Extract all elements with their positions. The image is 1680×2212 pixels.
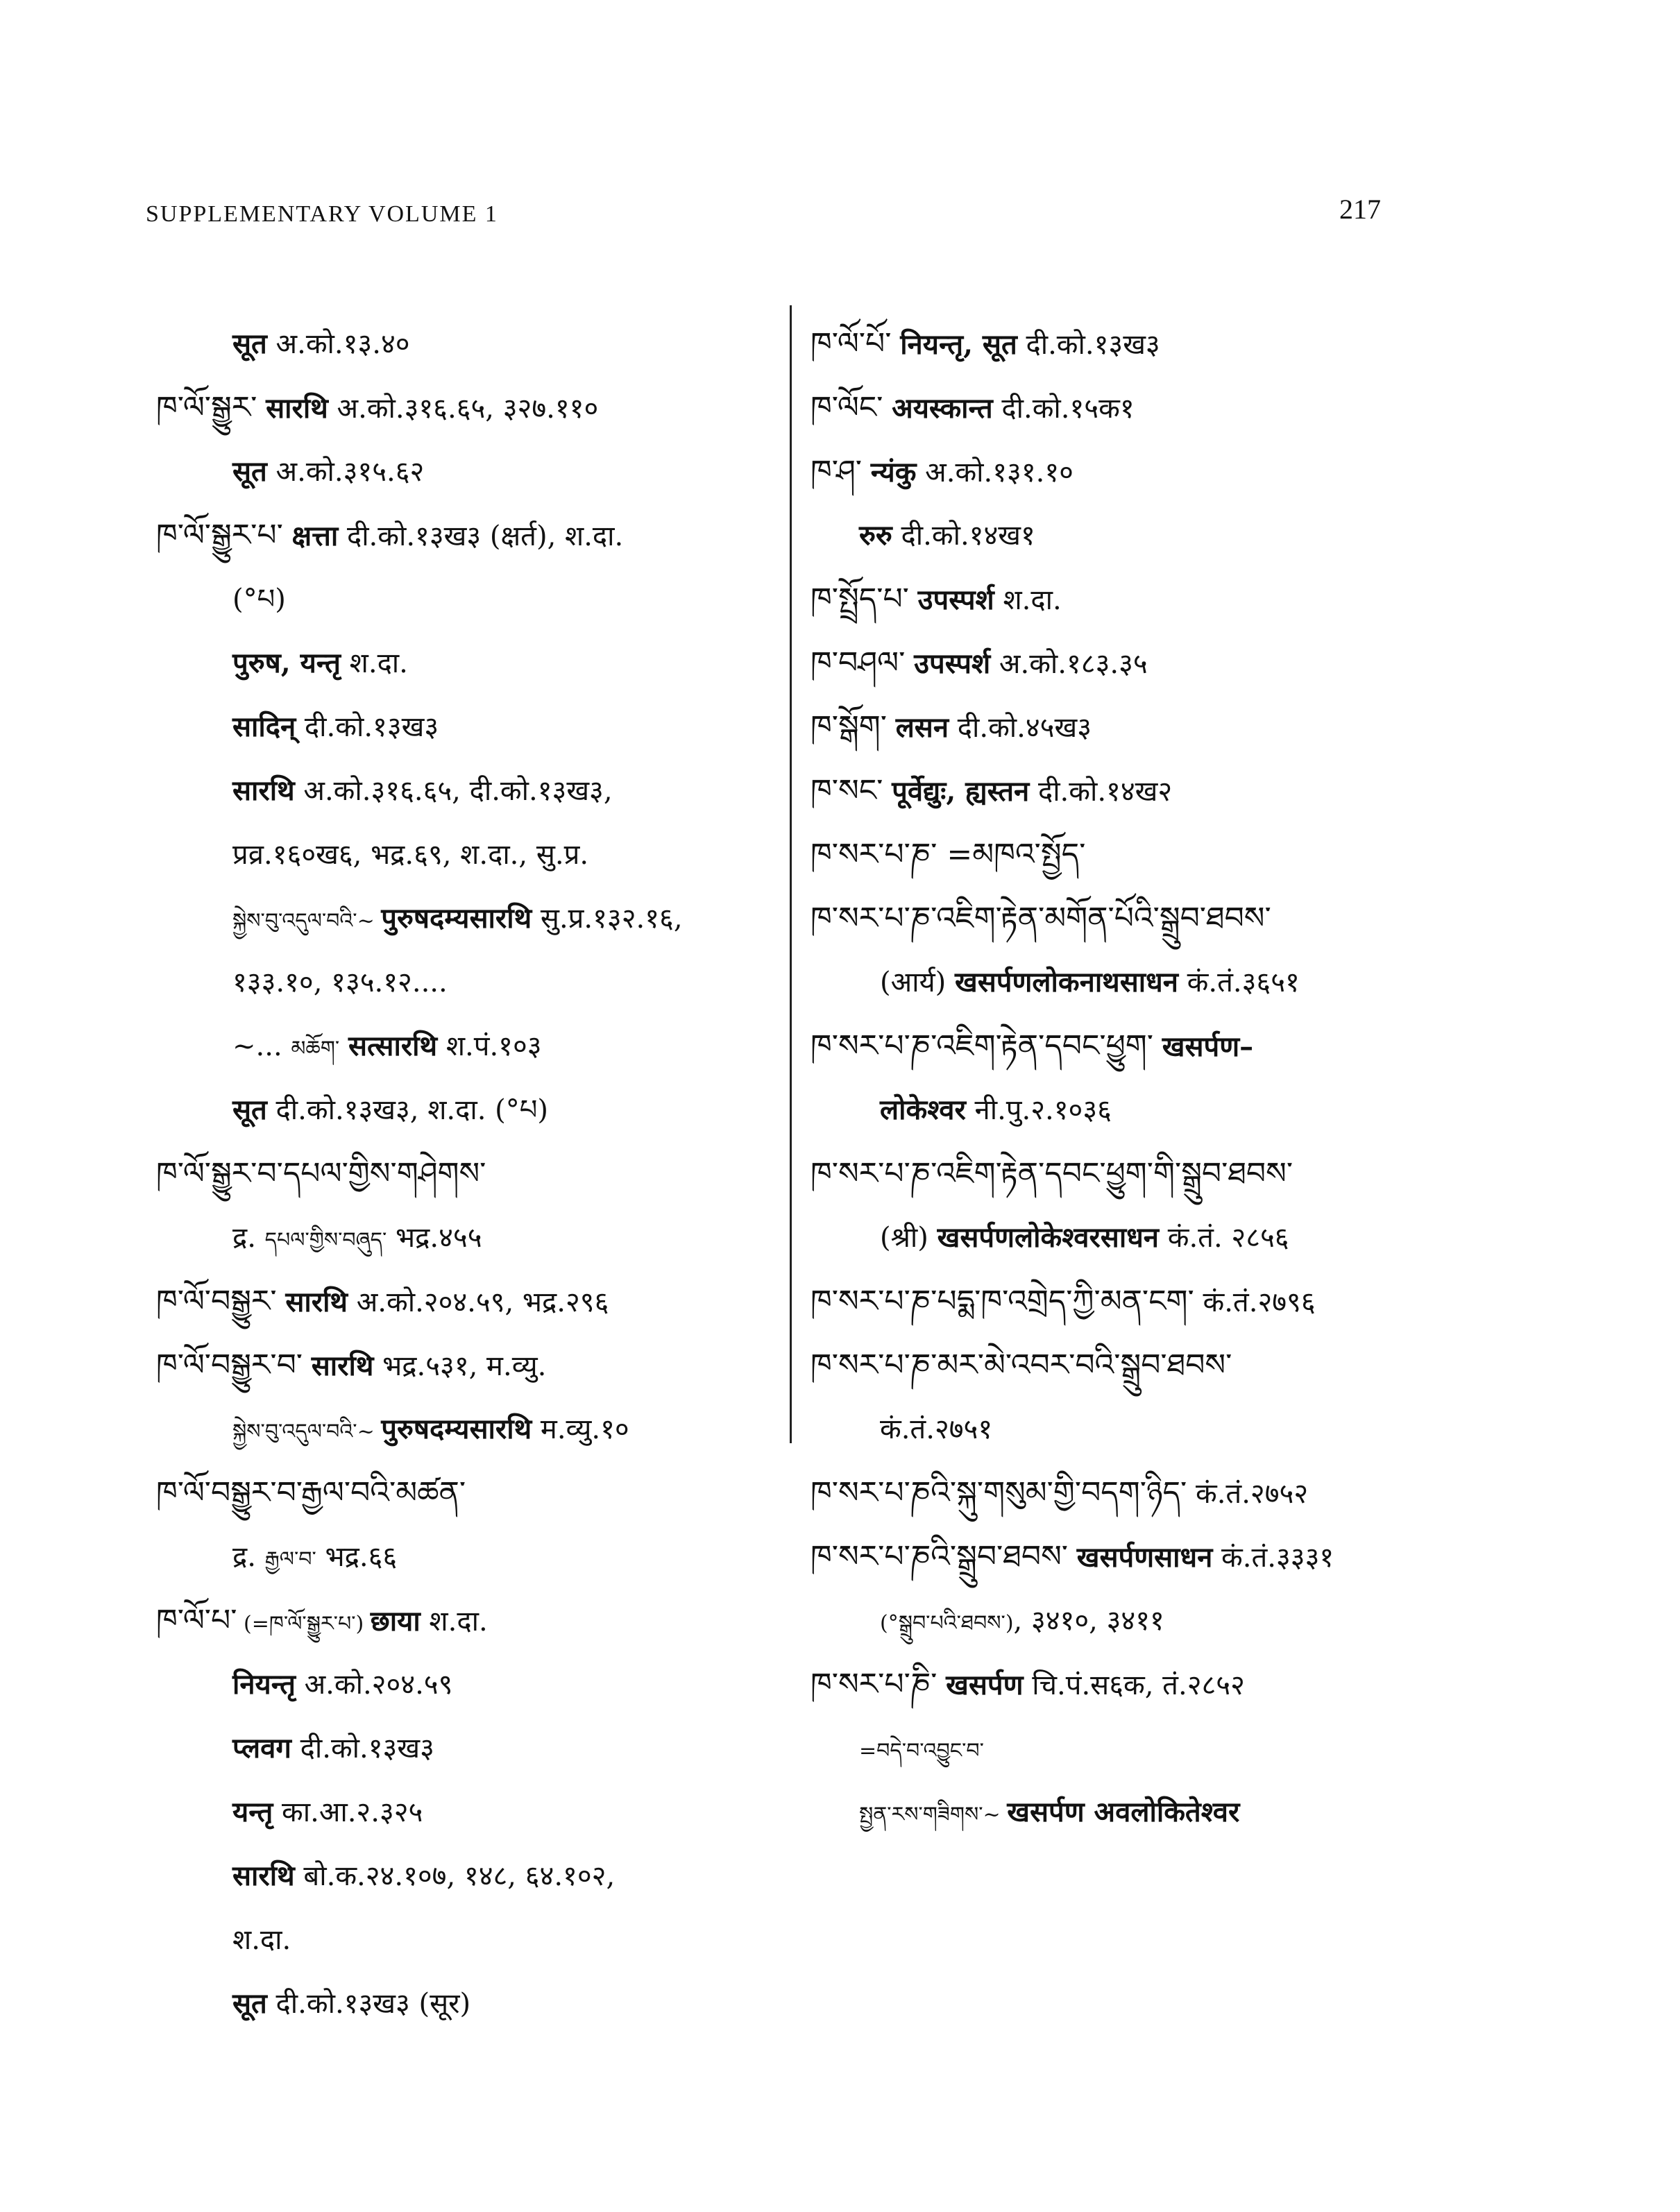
sanskrit-equivalent: यन्तृ	[232, 1796, 273, 1828]
sanskrit-equivalent: उपस्पर्श	[917, 584, 994, 616]
tibetan-headword: ཁ་ལོ་བསྒྱུར་བ་	[156, 1347, 303, 1383]
entry-text: द्र.	[232, 1222, 265, 1254]
dictionary-line	[156, 1780, 774, 1844]
tibetan-headword: ཁ་སྤྲོད་པ་	[811, 581, 909, 617]
sanskrit-equivalent: खसर्पण–	[1162, 1030, 1254, 1063]
sanskrit-equivalent: उपस्पर्श	[914, 647, 991, 680]
dictionary-line	[156, 504, 774, 568]
sanskrit-equivalent: सूत	[232, 1094, 267, 1126]
sanskrit-equivalent: खसर्पण अवलोकितेश्वर	[1007, 1796, 1240, 1828]
tibetan-headword: ཁ་ལོ་པ་	[156, 1603, 237, 1638]
entry-text	[257, 393, 266, 425]
tibetan-headword: ཁ་ལོང་	[811, 390, 883, 425]
sanskrit-equivalent: अयस्कान्त	[892, 392, 993, 425]
dictionary-line	[811, 1142, 1421, 1206]
entry-text: दी.को.१३ख३	[291, 1733, 434, 1764]
entry-text	[283, 520, 292, 552]
dictionary-line	[156, 951, 774, 1014]
entry-text: दी.को.१३ख३ (सूर)	[266, 1988, 471, 2020]
dictionary-line	[156, 376, 774, 440]
entry-text: का.आ.२.३२५	[273, 1796, 423, 1828]
entry-text: दी.को.१३ख३ (क्षर्त), श.दा.	[338, 520, 624, 552]
dictionary-line	[156, 1142, 774, 1206]
entry-text: दी.को.१३ख३	[296, 711, 439, 743]
sanskrit-equivalent: खसर्पणसाधन	[1076, 1541, 1213, 1574]
dictionary-line	[156, 1717, 774, 1780]
sanskrit-equivalent: खसर्पण	[946, 1669, 1024, 1701]
tibetan-headword: ཁ་བཤལ་	[811, 645, 906, 681]
entry-text: कं.तं.२७९६	[1194, 1286, 1316, 1318]
sanskrit-equivalent: सूत	[232, 327, 267, 360]
dictionary-line	[811, 1334, 1421, 1397]
tibetan-headword: ཁ་སར་པ་ཎ་ =མཁའ་སྤྱོད་	[811, 837, 1086, 872]
entry-text: सु.प्र.१३२.१६,	[532, 903, 683, 935]
sanskrit-equivalent: सादिन्	[232, 711, 296, 743]
tibetan-headword: ཁ་ཤ་	[811, 454, 863, 489]
entry-text: द्र.	[232, 1541, 265, 1573]
dictionary-line	[156, 1908, 774, 1972]
sanskrit-equivalent: सारथि	[285, 1286, 348, 1318]
entry-text	[905, 648, 914, 680]
dictionary-line	[811, 951, 1421, 1014]
entry-text: कं.तं. २८५६	[1159, 1222, 1289, 1254]
dictionary-line	[811, 1397, 1421, 1461]
dictionary-line	[156, 1334, 774, 1397]
entry-text: दी.को.१३ख३	[1017, 329, 1160, 361]
sanskrit-equivalent: खसर्पणलोकेश्वरसाधन	[937, 1221, 1160, 1254]
sanskrit-equivalent: छाया	[370, 1605, 421, 1637]
dictionary-line	[156, 568, 774, 631]
dictionary-line	[811, 504, 1421, 568]
dictionary-line	[811, 376, 1421, 440]
entry-text: श.दा.	[994, 584, 1062, 616]
entry-text: ~...	[232, 1030, 291, 1062]
entry-text: (°སྒྲུབ་པའི་ཐབས་)	[880, 1611, 1014, 1635]
dictionary-line	[811, 695, 1421, 759]
entry-text	[1153, 1031, 1162, 1063]
sanskrit-equivalent: लसन	[895, 711, 949, 744]
sanskrit-equivalent: नियन्तृ, सूत	[900, 328, 1017, 361]
dictionary-line	[156, 312, 774, 376]
tibetan-headword: ཁ་སར་པ་ཎའི་སྐུ་གསུམ་གྱི་བདག་ཉིད་	[811, 1475, 1187, 1511]
column-divider	[790, 305, 792, 1443]
entry-text: མཆོག་	[291, 1037, 340, 1061]
tibetan-headword: ཁ་སར་པ་ཎའི་སྒྲུབ་ཐབས་	[811, 1539, 1069, 1574]
dictionary-line	[811, 1206, 1421, 1270]
tibetan-headword: ཁ་སར་པ་ཎི་	[811, 1667, 937, 1702]
entry-text: , ३४१०, ३४११	[1013, 1605, 1164, 1637]
entry-text: དཔལ་གྱིས་བཞུད་	[264, 1228, 387, 1252]
sanskrit-equivalent: पुरुषदम्यसारथि	[381, 902, 532, 935]
dictionary-line	[156, 1972, 774, 2036]
dictionary-line	[156, 1653, 774, 1717]
entry-text	[887, 712, 896, 744]
entry-text: अ.को.२०४.५९, भद्र.२९६	[348, 1286, 609, 1318]
entry-text: སྐྱེས་བུ་འདུལ་བའི་~	[232, 1420, 382, 1444]
entry-text: རྒྱལ་བ་	[264, 1547, 316, 1572]
sanskrit-equivalent: सूत	[232, 455, 267, 488]
dictionary-line	[811, 1653, 1421, 1717]
entry-text: दी.को.१४ख२	[1029, 776, 1173, 808]
entry-text: श.दा.	[232, 1924, 291, 1956]
dictionary-line	[156, 1270, 774, 1334]
dictionary-line	[156, 1461, 774, 1525]
right-column	[811, 312, 1421, 1844]
entry-text: प्रव्र.१६०ख६, भद्र.६९, श.दा., सु.प्र.	[232, 839, 589, 871]
dictionary-line	[811, 1078, 1421, 1142]
tibetan-headword: ཁ་སར་པ་ཎ་འཇིག་རྟེན་དབང་ཕྱུག་གི་སྒྲུབ་ཐབས་	[811, 1156, 1293, 1191]
tibetan-headword: ཁ་སར་པ་ཎ་པདྨ་ཁ་འགྲེད་ཀྱི་མན་ངག་	[811, 1284, 1194, 1319]
entry-text: =བདེ་བ་འབྱུང་བ་	[859, 1739, 984, 1763]
entry-text	[862, 457, 871, 488]
entry-text: कं.तं.२७५१	[880, 1413, 993, 1445]
tibetan-headword: ཁ་སར་པ་ཎ་འཇིག་རྟེན་དབང་ཕྱུག་	[811, 1028, 1153, 1064]
entry-text	[937, 1669, 946, 1701]
sanskrit-equivalent: सारथि	[266, 392, 328, 425]
tibetan-headword: ཁ་ལོ་སྒྱུར་བ་དཔལ་གྱིས་གཤེགས་	[156, 1156, 486, 1191]
entry-text: कं.तं.२७५२	[1187, 1478, 1309, 1510]
dictionary-line	[156, 887, 774, 951]
sanskrit-equivalent: नियन्तृ	[232, 1668, 296, 1701]
entry-text: སྤྱན་རས་གཟིགས་~	[859, 1803, 1008, 1827]
dictionary-line	[156, 1014, 774, 1078]
entry-text: दी.को.१५क१	[992, 393, 1135, 425]
entry-text: अ.को.१८३.३५	[990, 648, 1148, 680]
sanskrit-equivalent: क्षत्ता	[291, 520, 339, 552]
dictionary-line	[811, 759, 1421, 823]
entry-text: दी.को.१३ख३, श.दा. (°པ)	[266, 1094, 549, 1126]
sanskrit-equivalent: सूत	[232, 1987, 267, 2020]
entry-text	[277, 1286, 286, 1318]
dictionary-line	[811, 1461, 1421, 1525]
sanskrit-equivalent: पुरुष, यन्तृ	[232, 647, 341, 679]
entry-text: श.पं.१०३	[437, 1030, 542, 1062]
tibetan-headword: ཁ་ལོ་བསྒྱུར་	[156, 1284, 277, 1319]
entry-text: अ.को.२०४.५९	[295, 1669, 453, 1701]
tibetan-headword: ཁ་སང་	[811, 773, 883, 808]
dictionary-line	[811, 631, 1421, 695]
sanskrit-equivalent: रुरु	[859, 519, 892, 552]
tibetan-headword: ཁ་སྒོག་	[811, 709, 887, 745]
dictionary-line	[811, 1780, 1421, 1844]
tibetan-headword: ཁ་ལོ་པོ་	[811, 326, 892, 361]
entry-text: अ.को.१३१.१०	[916, 457, 1074, 488]
dictionary-line	[156, 1844, 774, 1908]
entry-text: अ.को.१३.४०	[266, 328, 410, 360]
tibetan-headword: ཁ་སར་པ་ཎ་མར་མེ་འབར་བའི་སྒྲུབ་ཐབས་	[811, 1347, 1232, 1383]
entry-text: चि.पं.स६क, तं.२८५२	[1023, 1669, 1245, 1701]
dictionary-line	[811, 823, 1421, 887]
tibetan-headword: ཁ་ལོ་བསྒྱུར་བ་རྒྱལ་བའི་མཚན་	[156, 1475, 466, 1511]
entry-text: अ.को.३१६.६५, ३२७.११०	[328, 393, 599, 425]
entry-text	[883, 393, 892, 425]
entry-text: भद्र.५३१, म.व्यु.	[373, 1350, 547, 1382]
sanskrit-equivalent: सारथि	[311, 1350, 374, 1382]
page-number: 217	[1339, 194, 1381, 225]
sanskrit-equivalent: न्यंकु	[870, 456, 917, 488]
entry-text	[891, 329, 900, 361]
entry-text: बो.क.२४.१०७, १४८, ६४.१०२,	[294, 1860, 616, 1892]
dictionary-line	[156, 695, 774, 759]
entry-text: (=ཁ་ལོ་སྒྱུར་པ་)	[237, 1612, 371, 1636]
running-head: SUPPLEMENTARY VOLUME 1	[146, 201, 498, 227]
dictionary-line	[811, 1589, 1421, 1653]
dictionary-line	[156, 1078, 774, 1142]
sanskrit-equivalent: सत्सारथि	[348, 1030, 438, 1062]
dictionary-line	[811, 1525, 1421, 1589]
dictionary-line	[156, 1206, 774, 1270]
entry-text: अ.को.३१६.६५, दी.को.१३ख३,	[294, 775, 613, 807]
tibetan-headword: ཁ་སར་པ་ཎ་འཇིག་རྟེན་མགོན་པོའི་སྒྲུབ་ཐབས་	[811, 901, 1271, 936]
dictionary-line	[156, 631, 774, 695]
sanskrit-equivalent: पुरुषदम्यसारथि	[381, 1413, 532, 1445]
dictionary-line	[811, 440, 1421, 504]
dictionary-line	[811, 1014, 1421, 1078]
entry-text: १३३.१०, १३५.१२....	[232, 967, 448, 998]
entry-text	[339, 1030, 348, 1062]
dictionary-line	[156, 1397, 774, 1461]
entry-text: भद्र.४५५	[387, 1222, 482, 1254]
entry-text: कं.तं.३६५१	[1178, 967, 1300, 998]
sanskrit-equivalent: लोकेश्वर	[880, 1094, 966, 1126]
dictionary-line	[811, 887, 1421, 951]
entry-text: कं.तं.३३३१	[1212, 1542, 1334, 1574]
entry-text: नी.पु.२.१०३६	[965, 1094, 1112, 1126]
sanskrit-equivalent: सारथि	[232, 774, 295, 807]
tibetan-headword: ཁ་ལོ་སྒྱུར་	[156, 390, 257, 425]
entry-text	[909, 584, 918, 616]
entry-text: भद्र.६६	[316, 1541, 398, 1573]
dictionary-line	[156, 1525, 774, 1589]
entry-text: अ.को.३१५.६२	[266, 456, 425, 488]
entry-text: (आर्य)	[880, 967, 956, 998]
entry-text: श.दा.	[340, 647, 408, 679]
entry-text: दी.को.४५ख३	[949, 712, 1092, 744]
entry-text: दी.को.१४ख१	[892, 520, 1035, 552]
tibetan-headword: ཁ་ལོ་སྒྱུར་པ་	[156, 518, 283, 553]
left-column	[156, 312, 774, 2036]
entry-text	[1068, 1542, 1077, 1574]
entry-text: श.दा.	[420, 1606, 488, 1637]
sanskrit-equivalent: पूर्वेद्युः, ह्यस्तन	[892, 775, 1030, 808]
entry-text: (°པ)	[232, 584, 286, 615]
dictionary-line	[811, 568, 1421, 631]
entry-text: (श्री)	[880, 1222, 937, 1254]
dictionary-line	[811, 1270, 1421, 1334]
dictionary-line	[156, 823, 774, 887]
sanskrit-equivalent: सारथि	[232, 1860, 295, 1892]
entry-text	[303, 1350, 312, 1382]
dictionary-line	[156, 1589, 774, 1653]
entry-text: སྐྱེས་བུ་འདུལ་བའི་~	[232, 909, 382, 933]
dictionary-line	[811, 312, 1421, 376]
dictionary-line	[156, 759, 774, 823]
entry-text: म.व्यु.१०	[532, 1413, 629, 1445]
dictionary-line	[156, 440, 774, 504]
sanskrit-equivalent: प्लवग	[232, 1732, 291, 1764]
sanskrit-equivalent: खसर्पणलोकनाथसाधन	[955, 966, 1178, 998]
entry-text	[883, 776, 892, 808]
dictionary-line	[811, 1717, 1421, 1780]
